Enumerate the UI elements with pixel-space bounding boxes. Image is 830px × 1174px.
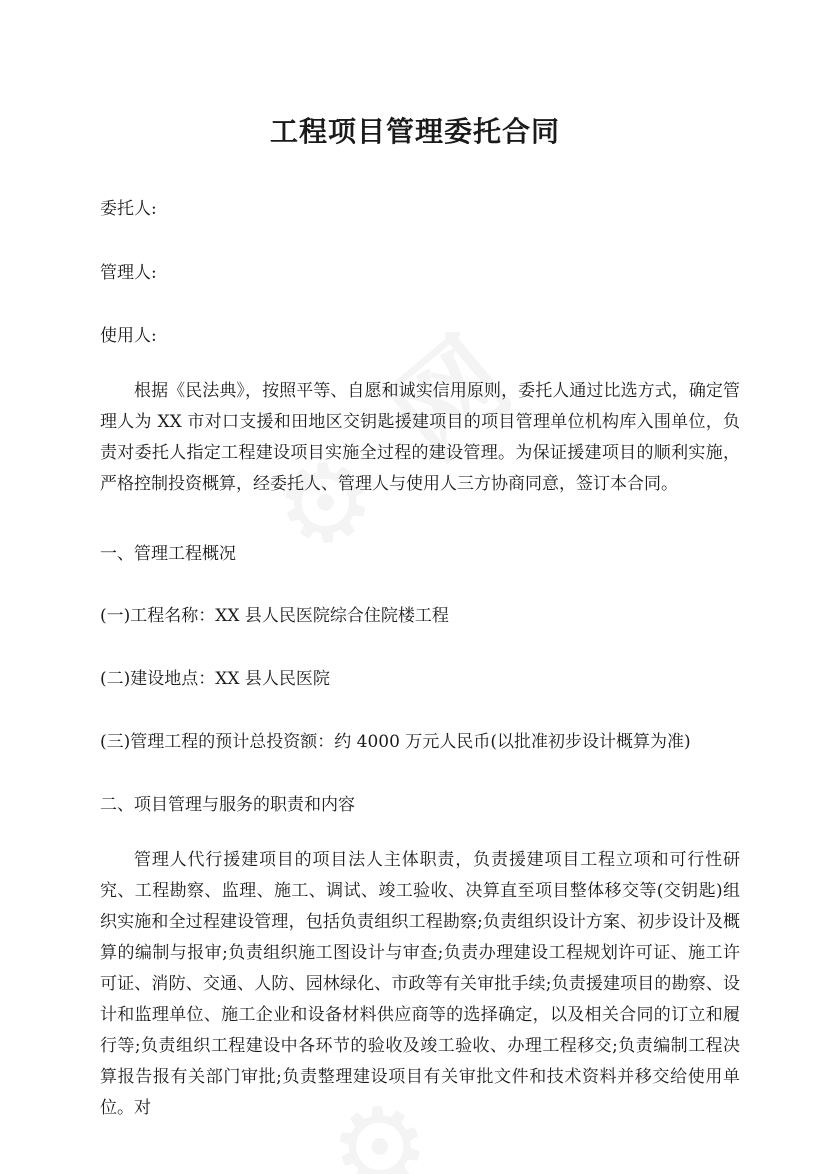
section2-body-paragraph: 管理人代行援建项目的项目法人主体职责，负责援建项目工程立项和可行性研究、工程勘察、监理、施工、调试、竣工验收、决算直至项目整体移交等(交钥匙)组织实施和全过程建设管理，包括负责组织工程勘察;负责组织设计方案、初步设计及概算的编制与报审;负责组织施工图设计与审查;负责办理建设工程规划许可证、施工许可证、消防、交通、人防、园林绿化、市政等有关审批手续;负责援建项目的勘察、设计和监理单位、施工企业和设备材料供应商等的选择确定，以及相关合同的订立和履行等;负责组织工程建设中各环节的验收及竣工验收、办理工程移交;负责编制工程决算报告报有关部门审批;负责整理建设项目有关审批文件和技术资料并移交给使用单位。对 [100,850,740,1118]
party-manager-label: 管理人: [100,263,157,283]
section1-item-location: (二)建设地点：XX 县人民医院 [100,669,330,689]
section1-item-project-name: (一)工程名称：XX 县人民医院综合住院楼工程 [100,606,449,626]
party-user-label: 使用人: [100,326,157,346]
intro-paragraph: 根据《民法典》，按照平等、自愿和诚实信用原则，委托人通过比选方式，确定管理人为 XX 市对口支援和田地区交钥匙援建项目的项目管理单位机构库入围单位，负责对委托人指定工程建设项目实施全过程的建设管理。为保证援建项目的顺利实施，严格控制投资概算，经委托人、管理人与使用人三方协商同意，签订本合同。 [100,381,740,494]
document-title: 工程项目管理委托合同 [269,115,560,148]
section1-item-investment: (三)管理工程的预计总投资额：约 4000 万元人民币(以批准初步设计概算为准) [100,732,691,752]
section1-heading: 一、管理工程概况 [100,544,236,564]
section2-heading: 二、项目管理与服务的职责和内容 [100,795,355,815]
party-client-label: 委托人: [100,199,157,219]
